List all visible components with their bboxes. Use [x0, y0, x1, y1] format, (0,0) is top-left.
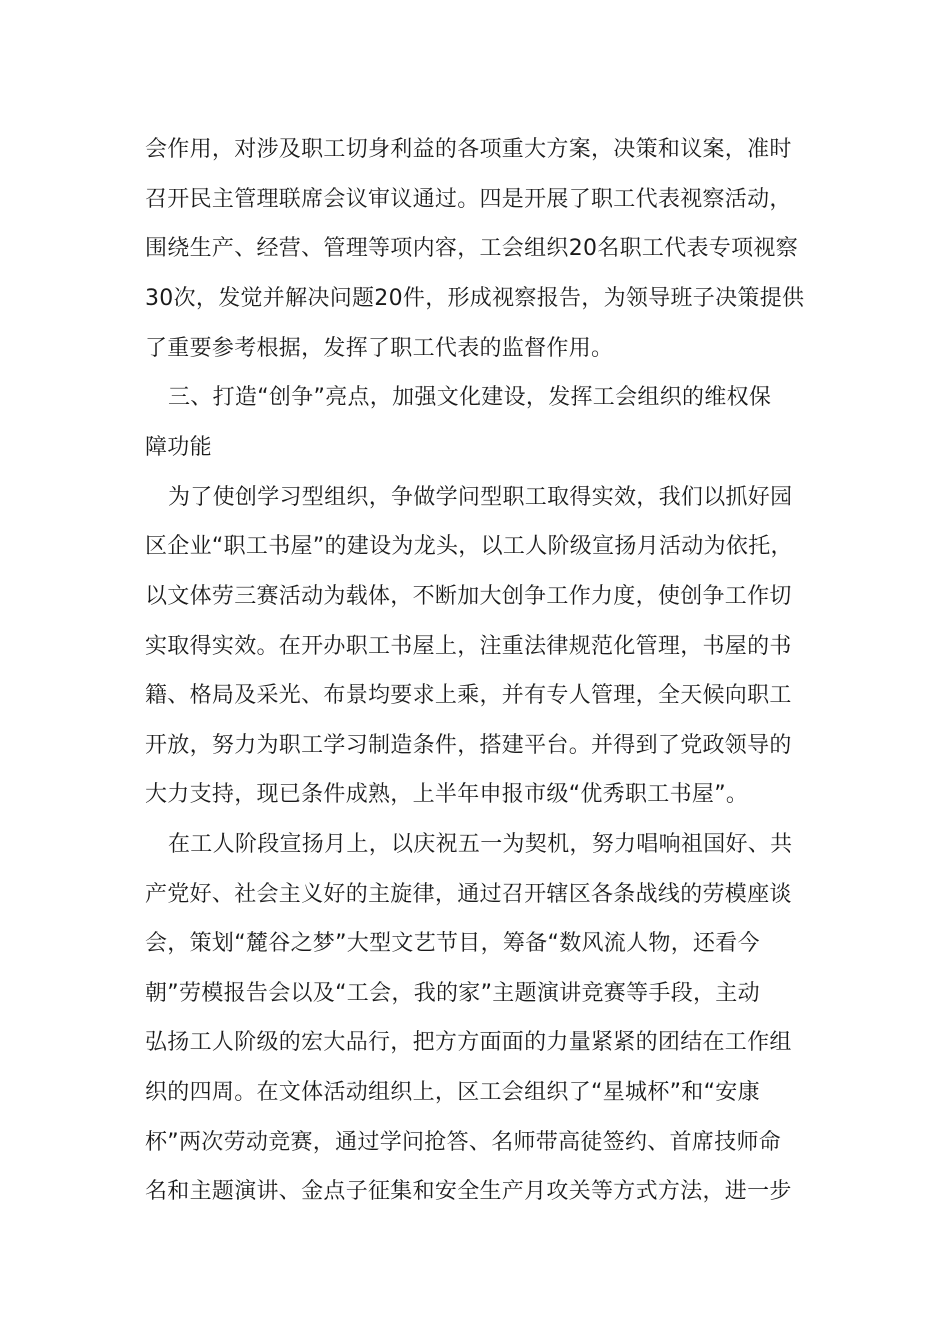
text-line: 以文体劳三赛活动为载体，不断加大创争工作力度，使创争工作切	[145, 584, 792, 609]
paragraph-start-line: 为了使创学习型组织，争做学问型职工取得实效，我们以抓好园	[168, 485, 793, 510]
text-line: 区企业“职工书屋”的建设为龙头，以工人阶级宣扬月活动为依托，	[145, 534, 793, 559]
section-heading-line: 障功能	[145, 435, 212, 460]
text-line: 围绕生产、经营、管理等项内容，工会组织20名职工代表专项视察	[145, 236, 798, 261]
text-line: 会作用，对涉及职工切身利益的各项重大方案，决策和议案，准时	[145, 137, 792, 162]
text-line: 大力支持，现已条件成熟，上半年申报市级“优秀职工书屋”。	[145, 782, 749, 807]
paragraph-start-line: 在工人阶段宣扬月上，以庆祝五一为契机，努力唱响祖国好、共	[168, 832, 793, 857]
text-line: 产党好、社会主义好的主旋律，通过召开辖区各条战线的劳模座谈	[145, 882, 792, 907]
text-line: 开放，努力为职工学习制造条件，搭建平台。并得到了党政领导的	[145, 733, 792, 758]
text-line: 杯”两次劳动竞赛，通过学问抢答、名师带高徒签约、首席技师命	[145, 1130, 782, 1155]
text-line: 弘扬工人阶级的宏大品行，把方方面面的力量紧紧的团结在工作组	[145, 1030, 792, 1055]
section-heading-line: 三、打造“创争”亮点，加强文化建设，发挥工会组织的维权保	[168, 385, 772, 410]
text-line: 30次，发觉并解决问题20件，形成视察报告，为领导班子决策提供	[145, 286, 805, 311]
text-line: 了重要参考根据，发挥了职工代表的监督作用。	[145, 336, 614, 361]
text-line: 名和主题演讲、金点子征集和安全生产月攻关等方式方法，进一步	[145, 1179, 792, 1204]
text-line: 实取得实效。在开办职工书屋上，注重法律规范化管理，书屋的书	[145, 634, 792, 659]
text-line: 织的四周。在文体活动组织上，区工会组织了“星城杯”和“安康	[145, 1080, 760, 1105]
text-line: 籍、格局及采光、布景均要求上乘，并有专人管理，全天候向职工	[145, 683, 792, 708]
text-line: 召开民主管理联席会议审议通过。四是开展了职工代表视察活动，	[145, 187, 792, 212]
text-line: 朝”劳模报告会以及“工会，我的家”主题演讲竞赛等手段，主动	[145, 981, 760, 1006]
text-line: 会，策划“麓谷之梦”大型文艺节目，筹备“数风流人物，还看今	[145, 931, 760, 956]
